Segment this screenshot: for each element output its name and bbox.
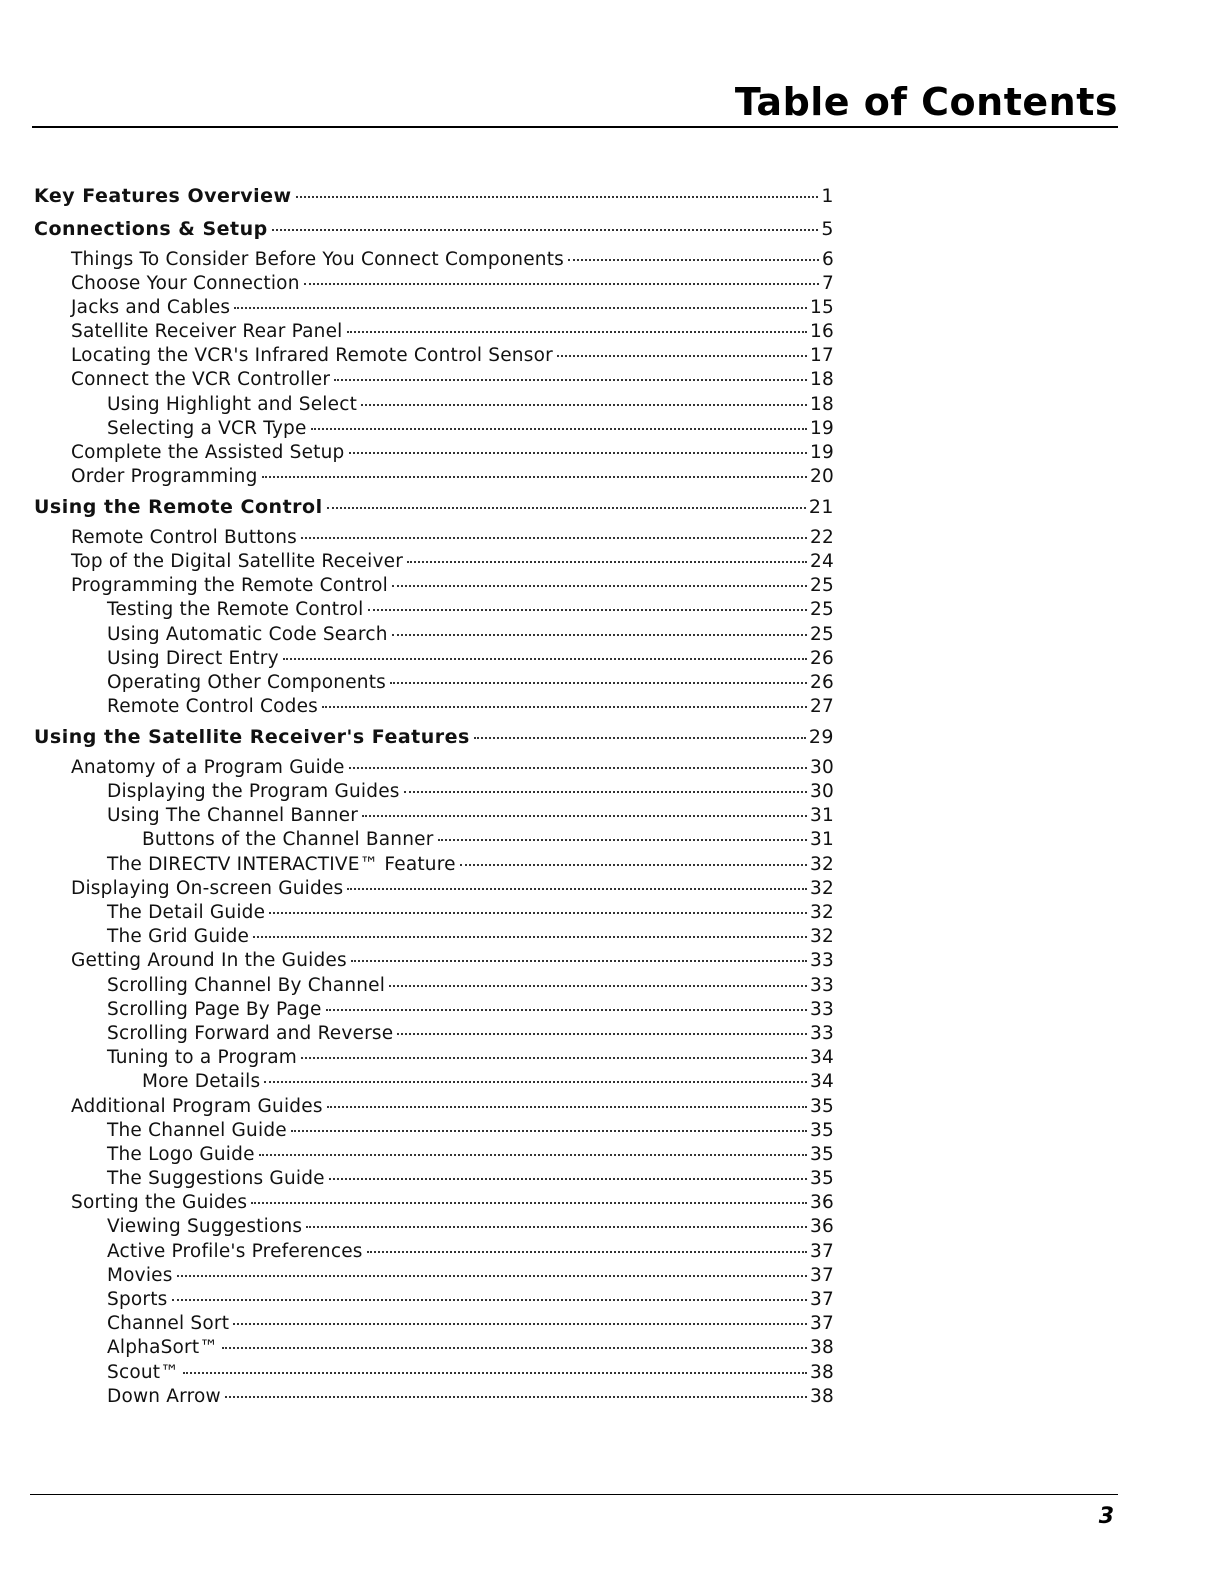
dot-leader (362, 813, 807, 817)
toc-entry-page: 22 (810, 526, 834, 548)
toc-entry[interactable] (34, 1191, 834, 1215)
toc-entry[interactable] (34, 598, 834, 622)
toc-entry[interactable] (34, 574, 834, 598)
dot-leader (283, 656, 807, 660)
dot-leader (291, 1128, 807, 1132)
toc-entry[interactable] (34, 1264, 834, 1288)
toc-entry-label: Channel Sort (107, 1313, 230, 1335)
toc-entry-page: 16 (810, 321, 834, 343)
dot-leader (438, 837, 808, 841)
toc-entry[interactable] (34, 1240, 834, 1264)
dot-leader (329, 1176, 807, 1180)
toc-entry-label: Scrolling Channel By Channel (107, 974, 386, 996)
toc-entry-page: 7 (822, 272, 834, 294)
page-number: 3 (1098, 1504, 1114, 1529)
toc-entry-label: Choose Your Connection (71, 272, 300, 294)
toc-entry-page: 33 (810, 1022, 834, 1044)
toc-entry-page: 37 (810, 1240, 834, 1262)
toc-entry-page: 25 (810, 575, 834, 597)
dot-leader (253, 934, 807, 938)
toc-entry-label: Displaying On-screen Guides (71, 877, 344, 899)
dot-leader (368, 607, 808, 611)
dot-leader (349, 450, 808, 454)
toc-entry[interactable] (34, 248, 834, 272)
toc-entry-label: Selecting a VCR Type (107, 417, 307, 439)
dot-leader (557, 353, 807, 357)
toc-entry-label: Remote Control Codes (107, 696, 319, 718)
toc-entry-label: Using the Remote Control (34, 496, 323, 519)
dot-leader (304, 281, 819, 285)
toc-entry[interactable] (34, 1022, 834, 1046)
page-title: Table of Contents (734, 80, 1118, 124)
dot-leader (474, 735, 806, 739)
dot-leader (322, 704, 807, 708)
dot-leader (347, 886, 807, 890)
toc-entry-page: 35 (810, 1168, 834, 1190)
dot-leader (397, 1031, 807, 1035)
toc-entry[interactable] (34, 877, 834, 901)
toc-entry-label: The Logo Guide (107, 1143, 255, 1165)
toc-entry-page: 38 (810, 1337, 834, 1359)
dot-leader (351, 958, 807, 962)
toc-entry[interactable] (34, 695, 834, 719)
dot-leader (301, 1055, 807, 1059)
toc-entry-label: Additional Program Guides (71, 1095, 323, 1117)
toc-entry[interactable] (34, 1095, 834, 1119)
toc-entry-label: Viewing Suggestions (107, 1216, 303, 1238)
toc-entry-label: AlphaSort™ (107, 1337, 219, 1359)
toc-entry-page: 38 (810, 1361, 834, 1383)
toc-entry-page: 34 (810, 1071, 834, 1093)
toc-entry[interactable] (34, 804, 834, 828)
dot-leader (306, 1224, 807, 1228)
toc-entry-page: 15 (810, 296, 834, 318)
dot-leader (327, 505, 806, 509)
toc-entry[interactable] (34, 1119, 834, 1143)
toc-entry-page: 29 (808, 726, 834, 749)
toc-entry-label: Movies (107, 1264, 173, 1286)
toc-section[interactable] (34, 211, 834, 248)
toc-entry-label: Scrolling Forward and Reverse (107, 1022, 394, 1044)
toc-entry-page: 32 (810, 877, 834, 899)
toc-entry-label: The Suggestions Guide (107, 1168, 325, 1190)
toc-entry-label: Tuning to a Program (107, 1047, 297, 1069)
toc-entry[interactable] (34, 393, 834, 417)
dot-leader (392, 632, 807, 636)
toc-entry-page: 37 (810, 1289, 834, 1310)
dot-leader (251, 1200, 807, 1204)
toc-entry-page: 35 (810, 1119, 834, 1141)
toc-entry-label: Locating the VCR's Infrared Remote Control Sensor (71, 345, 553, 367)
dot-leader (349, 765, 808, 769)
footer-rule (30, 1494, 1118, 1495)
toc-entry-label: Complete the Assisted Setup (71, 442, 345, 463)
toc-entry[interactable] (34, 853, 834, 877)
toc-entry[interactable] (34, 1336, 834, 1360)
toc-entry-label: Active Profile's Preferences (107, 1240, 363, 1262)
toc-entry-label: The DIRECTV INTERACTIVE™ Feature (107, 853, 456, 875)
toc-entry-label: Key Features Overview (34, 185, 292, 207)
dot-leader (301, 535, 807, 539)
toc-entry-label: Scout™ (107, 1361, 179, 1383)
dot-leader (367, 1249, 807, 1253)
dot-leader (460, 862, 807, 866)
dot-leader (407, 559, 807, 563)
toc-section[interactable] (34, 719, 834, 756)
toc-entry[interactable] (34, 1215, 834, 1239)
dot-leader (361, 402, 807, 406)
toc-entry[interactable] (34, 368, 834, 392)
toc-entry-page: 33 (810, 974, 834, 996)
toc-entry[interactable] (34, 320, 834, 344)
toc-entry[interactable] (34, 441, 834, 465)
toc-entry[interactable] (34, 1046, 834, 1070)
toc-entry-label: Connect the VCR Controller (71, 369, 331, 391)
toc-entry-page: 30 (810, 756, 834, 778)
toc-entry-label: Sports (107, 1289, 168, 1310)
toc-entry-label: The Grid Guide (107, 926, 250, 948)
dot-leader (222, 1345, 807, 1349)
toc-entry-page: 27 (810, 696, 834, 718)
toc-entry-label: Programming the Remote Control (71, 575, 388, 597)
toc-entry-label: Scrolling Page By Page (107, 998, 322, 1020)
toc-entry-label: The Detail Guide (107, 902, 266, 923)
dot-leader (296, 194, 819, 198)
dot-leader (389, 983, 807, 987)
toc-entry-page: 38 (810, 1385, 834, 1407)
dot-leader (327, 1104, 807, 1108)
toc-entry[interactable] (34, 901, 834, 925)
toc-entry[interactable] (34, 1070, 834, 1094)
toc-entry-page: 18 (810, 369, 834, 391)
toc-entry-page: 25 (810, 623, 834, 645)
toc-entry-page: 26 (810, 647, 834, 669)
toc-entry-page: 31 (810, 829, 834, 851)
dot-leader (262, 474, 808, 478)
dot-leader (326, 1007, 807, 1011)
toc-entry-label: Order Programming (71, 466, 258, 488)
toc-entry[interactable] (34, 1143, 834, 1167)
toc-entry-label: Displaying the Program Guides (107, 781, 400, 803)
toc-entry[interactable] (34, 998, 834, 1022)
dot-leader (568, 257, 819, 261)
dot-leader (334, 377, 807, 381)
toc-entry-label: Anatomy of a Program Guide (71, 756, 345, 778)
toc-entry-page: 32 (810, 902, 834, 923)
toc-entry-page: 35 (810, 1095, 834, 1117)
toc-entry-page: 19 (810, 417, 834, 439)
toc-section[interactable] (34, 489, 834, 526)
toc-entry-label: Jacks and Cables (71, 296, 231, 318)
toc-entry-page: 17 (810, 345, 834, 367)
dot-leader (392, 583, 807, 587)
toc-entry[interactable] (34, 344, 834, 368)
toc-entry-page: 33 (810, 950, 834, 972)
toc-entry[interactable] (34, 1361, 834, 1385)
toc-entry[interactable] (34, 623, 834, 647)
toc-entry-page: 21 (808, 496, 834, 519)
toc-entry-page: 6 (822, 248, 834, 270)
toc-entry[interactable] (34, 925, 834, 949)
toc-entry[interactable] (34, 949, 834, 973)
toc-entry-page: 20 (810, 466, 834, 488)
dot-leader (269, 910, 807, 914)
dot-leader (272, 227, 819, 231)
dot-leader (233, 1321, 807, 1325)
toc-entry[interactable] (34, 550, 834, 574)
toc-entry[interactable] (34, 296, 834, 320)
toc-entry[interactable] (34, 1385, 834, 1409)
toc-entry-label: Using Highlight and Select (107, 393, 358, 415)
toc-entry-page: 35 (810, 1143, 834, 1165)
toc-entry-page: 37 (810, 1264, 834, 1286)
toc-entry[interactable] (34, 1167, 834, 1191)
toc-entry[interactable] (34, 417, 834, 441)
toc-entry[interactable] (34, 1312, 834, 1336)
toc-section[interactable] (34, 181, 834, 211)
toc-entry-page: 19 (810, 442, 834, 463)
toc-entry-label: Getting Around In the Guides (71, 950, 347, 972)
toc-entry-label: The Channel Guide (107, 1119, 287, 1141)
toc-entry-label: More Details (142, 1071, 261, 1093)
toc-entry-page: 36 (810, 1192, 834, 1214)
dot-leader (390, 680, 807, 684)
toc-entry[interactable] (34, 780, 834, 804)
toc-entry-label: Things To Consider Before You Connect Components (71, 248, 565, 270)
toc-entry[interactable] (34, 272, 834, 296)
toc-entry-label: Sorting the Guides (71, 1192, 248, 1214)
toc-entry-page: 26 (810, 672, 834, 693)
dot-leader (183, 1370, 807, 1374)
toc-entry-page: 32 (810, 853, 834, 875)
toc-entry[interactable] (34, 974, 834, 998)
dot-leader (404, 789, 807, 793)
dot-leader (234, 305, 807, 309)
dot-leader (172, 1297, 808, 1301)
toc-entry[interactable] (34, 465, 834, 489)
dot-leader (264, 1079, 807, 1083)
toc-entry-page: 34 (810, 1047, 834, 1069)
toc-entry[interactable] (34, 1288, 834, 1312)
toc-entry-page: 24 (810, 551, 834, 573)
toc-entry-label: Testing the Remote Control (107, 599, 364, 621)
toc-entry-page: 31 (810, 805, 834, 827)
toc-entry-page: 25 (810, 599, 834, 621)
toc-entry-page: 37 (810, 1313, 834, 1335)
toc-entry-label: Using Direct Entry (107, 647, 279, 669)
toc-list (34, 181, 834, 1409)
dot-leader (347, 329, 808, 333)
toc-entry-label: Using the Satellite Receiver's Features (34, 726, 470, 749)
toc-entry-label: Operating Other Components (107, 672, 387, 693)
dot-leader (225, 1394, 807, 1398)
toc-entry-page: 1 (821, 185, 834, 207)
header-rule (32, 126, 1118, 128)
toc-entry-label: Using Automatic Code Search (107, 623, 388, 645)
toc-entry[interactable] (34, 756, 834, 780)
toc-entry-page: 32 (810, 926, 834, 948)
dot-leader (177, 1273, 807, 1277)
toc-entry[interactable] (34, 671, 834, 695)
toc-entry-label: Down Arrow (107, 1385, 221, 1407)
toc-entry-page: 30 (810, 781, 834, 803)
toc-entry-page: 36 (810, 1216, 834, 1238)
toc-entry-label: Remote Control Buttons (71, 526, 298, 548)
dot-leader (311, 426, 807, 430)
toc-entry-label: Top of the Digital Satellite Receiver (71, 551, 404, 573)
toc-entry-page: 5 (821, 218, 834, 240)
toc-entry[interactable] (34, 526, 834, 550)
toc-entry-label: Connections & Setup (34, 218, 268, 240)
toc-entry-page: 33 (810, 998, 834, 1020)
toc-entry[interactable] (34, 828, 834, 852)
toc-entry-label: Buttons of the Channel Banner (142, 829, 434, 851)
toc-entry-label: Satellite Receiver Rear Panel (71, 321, 343, 343)
toc-entry-page: 18 (810, 393, 834, 415)
toc-entry[interactable] (34, 647, 834, 671)
dot-leader (259, 1152, 807, 1156)
toc-entry-label: Using The Channel Banner (107, 805, 359, 827)
